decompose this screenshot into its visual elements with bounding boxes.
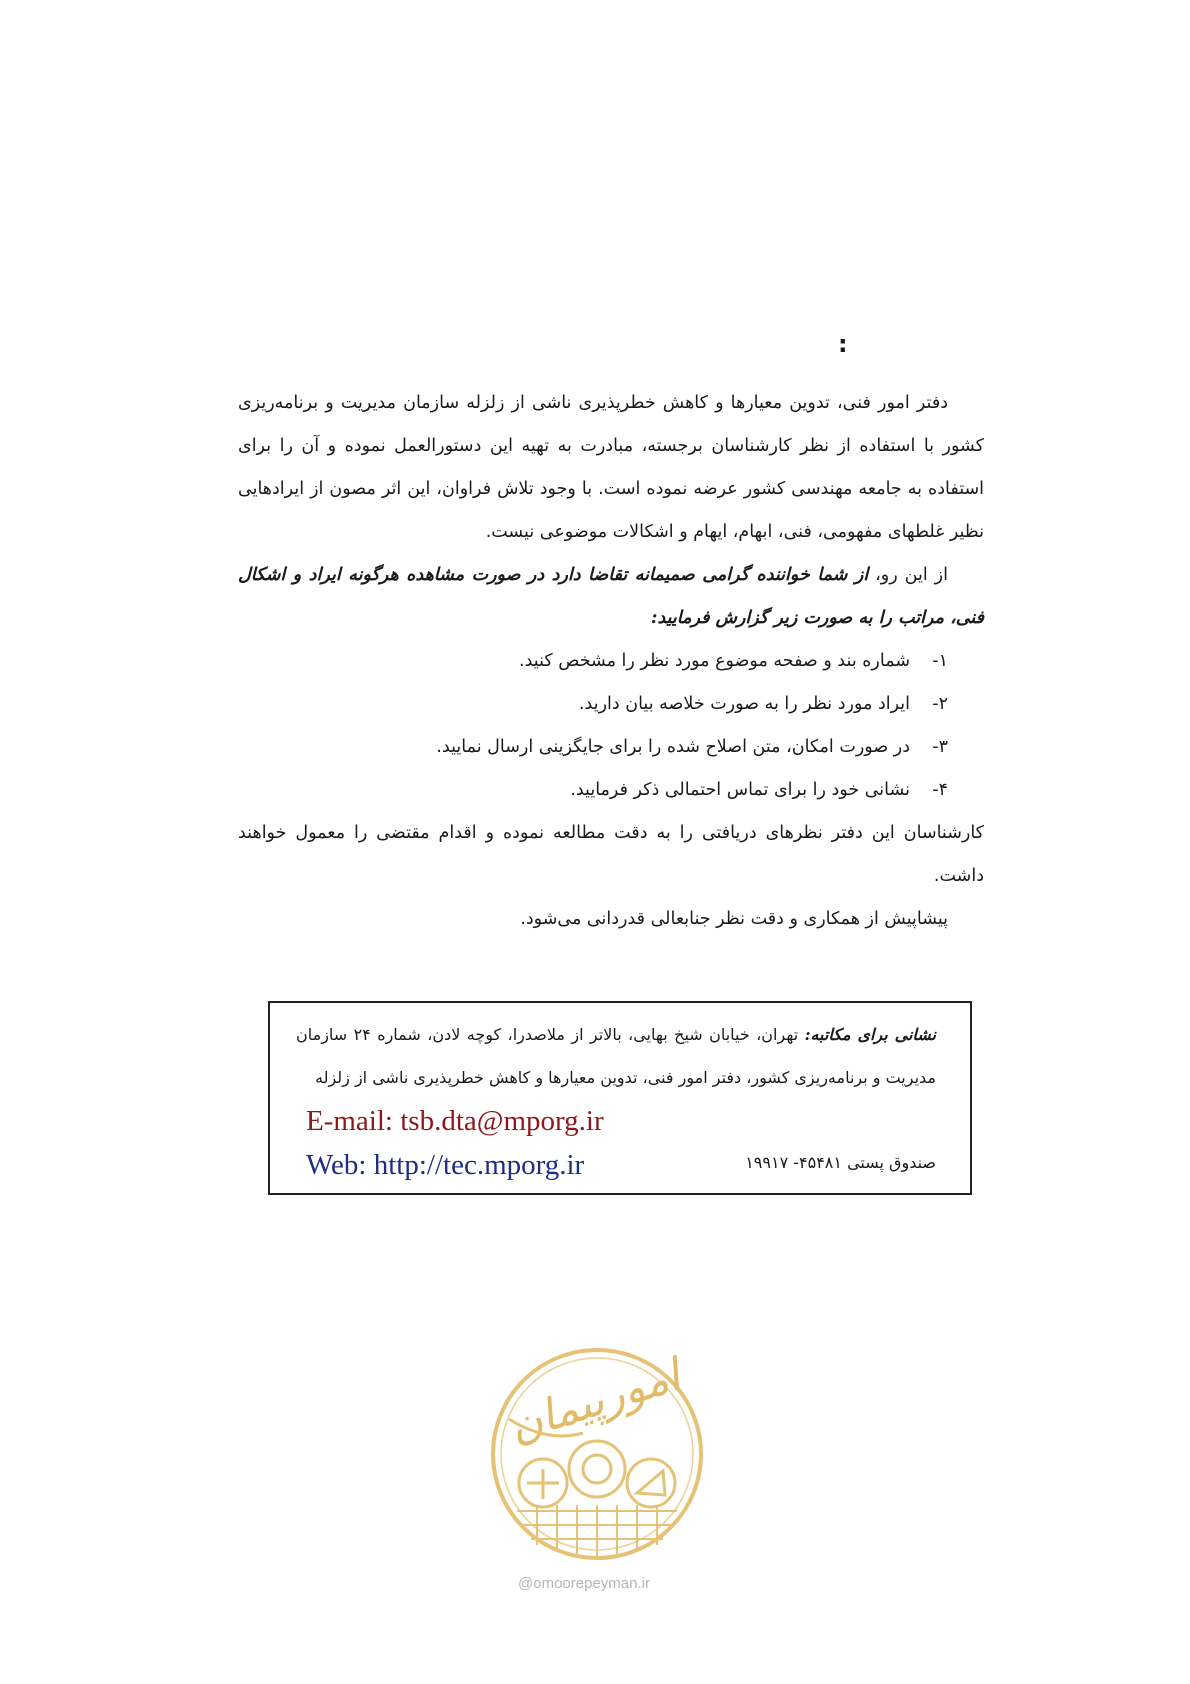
- intro-paragraph: دفتر امور فنی، تدوین معیارها و کاهش خطرپذیری ناشی از زلزله سازمان مدیریت و برنامه‌ریزی کشور با استفاده از نظر کارشناسان برجسته، مبادرت به تهیه این دستورالعمل نموده و آن را برای استفاده به جامعه مهندسی کشور عرضه نموده است. با وجود تلاش فراوان، این اثر مصون از ایرادهایی نظیر غلطهای مفهومی، فنی، ابهام، ایهام و اشکالات موضوعی نیست.: [238, 393, 984, 542]
- request-emphasis: از شما خواننده گرامی صمیمانه تقاضا دارد در صورت مشاهده هرگونه ایراد و اشکال فنی، مراتب را به صورت زیر گزارش فرمایید:: [238, 565, 984, 628]
- list-number: ۳-: [932, 737, 948, 757]
- web-link[interactable]: Web: http://tec.mporg.ir: [306, 1149, 585, 1181]
- contact-address: [296, 1013, 936, 1099]
- contact-box: [268, 1001, 972, 1195]
- postbox: صندوق پستی ۴۵۴۸۱- ۱۹۹۱۷: [745, 1153, 936, 1172]
- list-item: [238, 726, 984, 769]
- seal-text: امورپیمان: [502, 1349, 687, 1453]
- list-number: ۱-: [932, 651, 948, 671]
- list-text: شماره بند و صفحه موضوع مورد نظر را مشخص کنید.: [519, 651, 910, 671]
- request-prefix: از این رو،: [868, 565, 948, 585]
- contact-address-text: تهران، خیابان شیخ بهایی، بالاتر از ملاصدرا، کوچه لادن، شماره ۲۴ سازمان مدیریت و برنامه‌ریزی کشور، دفتر امور فنی، تدوین معیارها و کاهش خطرپذیری ناشی از زلزله: [296, 1025, 936, 1087]
- contact-label: نشانی برای مکاتبه:: [804, 1025, 937, 1044]
- closing-paragraph: کارشناسان این دفتر نظرهای دریافتی را به دقت مطالعه نموده و اقدام مقتضی را معمول خواهند داشت.: [238, 823, 984, 886]
- watermark-text: @omoorepeyman.ir: [518, 1575, 650, 1592]
- heading-colon: :: [838, 330, 848, 358]
- list-number: ۲-: [932, 694, 948, 714]
- list-item: [238, 769, 984, 812]
- list-text: ایراد مورد نظر را به صورت خلاصه بیان دارید.: [578, 694, 910, 714]
- request-paragraph: [238, 554, 984, 640]
- list-text: نشانی خود را برای تماس احتمالی ذکر فرمایید.: [570, 780, 910, 800]
- list-item: [238, 640, 984, 683]
- email-link[interactable]: E-mail: tsb.dta@mporg.ir: [306, 1105, 604, 1137]
- list-text: در صورت امکان، متن اصلاح شده را برای جایگزینی ارسال نمایید.: [436, 737, 910, 757]
- body-text: [238, 382, 984, 941]
- list-number: ۴-: [932, 780, 948, 800]
- omoore-peyman-seal-icon: [487, 1345, 707, 1563]
- thanks-paragraph: پیشاپیش از همکاری و دقت نظر جنابعالی قدردانی می‌شود.: [520, 909, 948, 929]
- list-item: [238, 683, 984, 726]
